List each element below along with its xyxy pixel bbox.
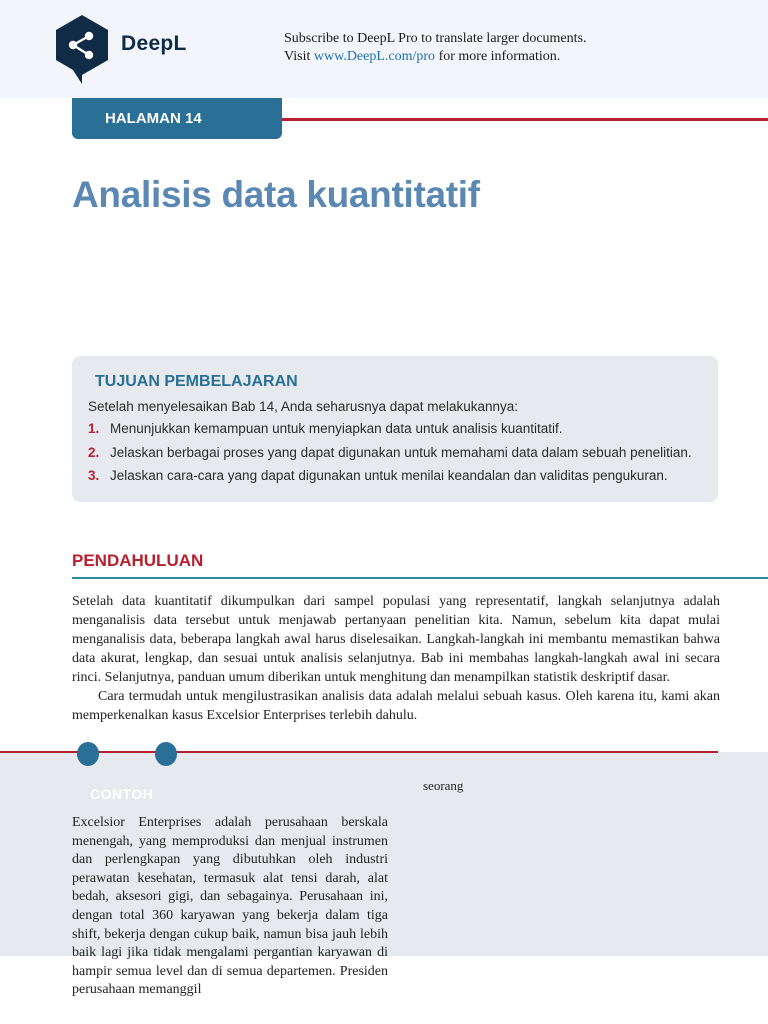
objective-item bbox=[88, 417, 702, 441]
promo-line-1: Subscribe to DeepL Pro to translate larger documents. bbox=[284, 31, 587, 46]
deepl-pro-link[interactable]: www.DeepL.com/pro bbox=[313, 49, 436, 64]
objective-text: Jelaskan berbagai proses yang dapat digunakan untuk memahami data dalam sebuah penelitian. bbox=[110, 444, 692, 460]
example-rule bbox=[0, 751, 718, 753]
page-header-rule bbox=[282, 118, 768, 121]
objective-item bbox=[88, 464, 702, 488]
promo-visit: Visit bbox=[284, 49, 311, 64]
introduction-body bbox=[72, 592, 720, 725]
intro-paragraph-2: Cara termudah untuk mengilustrasikan analisis data adalah melalui sebuah kasus. Oleh karena itu, kami akan memperkenalkan kasus Excelsior Enterprises terlebih dahulu. bbox=[72, 689, 720, 723]
promo-line-2 bbox=[284, 48, 586, 66]
panel-knob-left bbox=[77, 742, 99, 766]
objective-text: Menunjukkan kemampuan untuk menyiapkan data untuk analisis kuantitatif. bbox=[110, 421, 563, 436]
intro-paragraph-1: Setelah data kuantitatif dikumpulkan dari sampel populasi yang representatif, langkah selanjutnya adalah menganalisis data tersebut untuk menjawab pertanyaan penelitian kita. Namun, sebelum kita dapat mulai menganalisis data, beberapa langkah awal harus diselesaikan. Langkah-langkah ini membantu memastikan bahwa data akurat, lengkap, dan sesuai untuk analisis selanjutnya. Bab ini membahas langkah-langkah awal ini secara rinci. Selanjutnya, panduan umum diberikan untuk menghitung dan menampilkan statistik deskriptif dasar. bbox=[72, 594, 720, 685]
objectives-intro: Setelah menyelesaikan Bab 14, Anda seharusnya dapat melakukannya: bbox=[88, 399, 519, 414]
example-text: Excelsior Enterprises adalah perusahaan berskala menengah, yang memproduksi dan menjual instrumen dan perlengkapan yang dibutuhkan oleh industri perawatan kesehatan, termasuk alat tensi darah, alat bedah, aksesori gigi, dan sebagainya. Perusahaan ini, dengan total 360 karyawan yang bekerja dalam tiga shift, bekerja dengan cukup baik, namun bisa jauh lebih baik lagi jika tidak mengalami pergantian karyawan di hampir semua level dan di semua departemen. Presiden perusahaan memanggil bbox=[72, 815, 388, 998]
objectives-list bbox=[88, 417, 702, 488]
chapter-title: Analisis data kuantitatif bbox=[72, 174, 480, 215]
objective-number: 1. bbox=[88, 421, 100, 436]
objective-number: 3. bbox=[88, 468, 100, 483]
deepl-logo-icon bbox=[53, 13, 111, 85]
objective-item bbox=[88, 441, 702, 465]
promo-tail: for more information. bbox=[438, 49, 561, 64]
example-label: CONTOH bbox=[90, 786, 154, 802]
section-heading-introduction: PENDAHULUAN bbox=[72, 551, 204, 570]
brand-name: DeepL bbox=[121, 32, 187, 55]
panel-knob-right bbox=[155, 742, 177, 766]
deepl-banner bbox=[0, 0, 768, 98]
section-rule bbox=[72, 577, 768, 579]
promo-message bbox=[284, 30, 586, 66]
objective-number: 2. bbox=[88, 444, 100, 460]
learning-objectives-box bbox=[72, 356, 718, 502]
objectives-heading: TUJUAN PEMBELAJARAN bbox=[95, 373, 298, 390]
objective-text: Jelaskan cara-cara yang dapat digunakan untuk menilai keandalan dan validitas pengukuran. bbox=[110, 468, 668, 483]
side-text-fragment: seorang bbox=[423, 778, 464, 793]
page-number-tab: HALAMAN 14 bbox=[72, 98, 282, 139]
